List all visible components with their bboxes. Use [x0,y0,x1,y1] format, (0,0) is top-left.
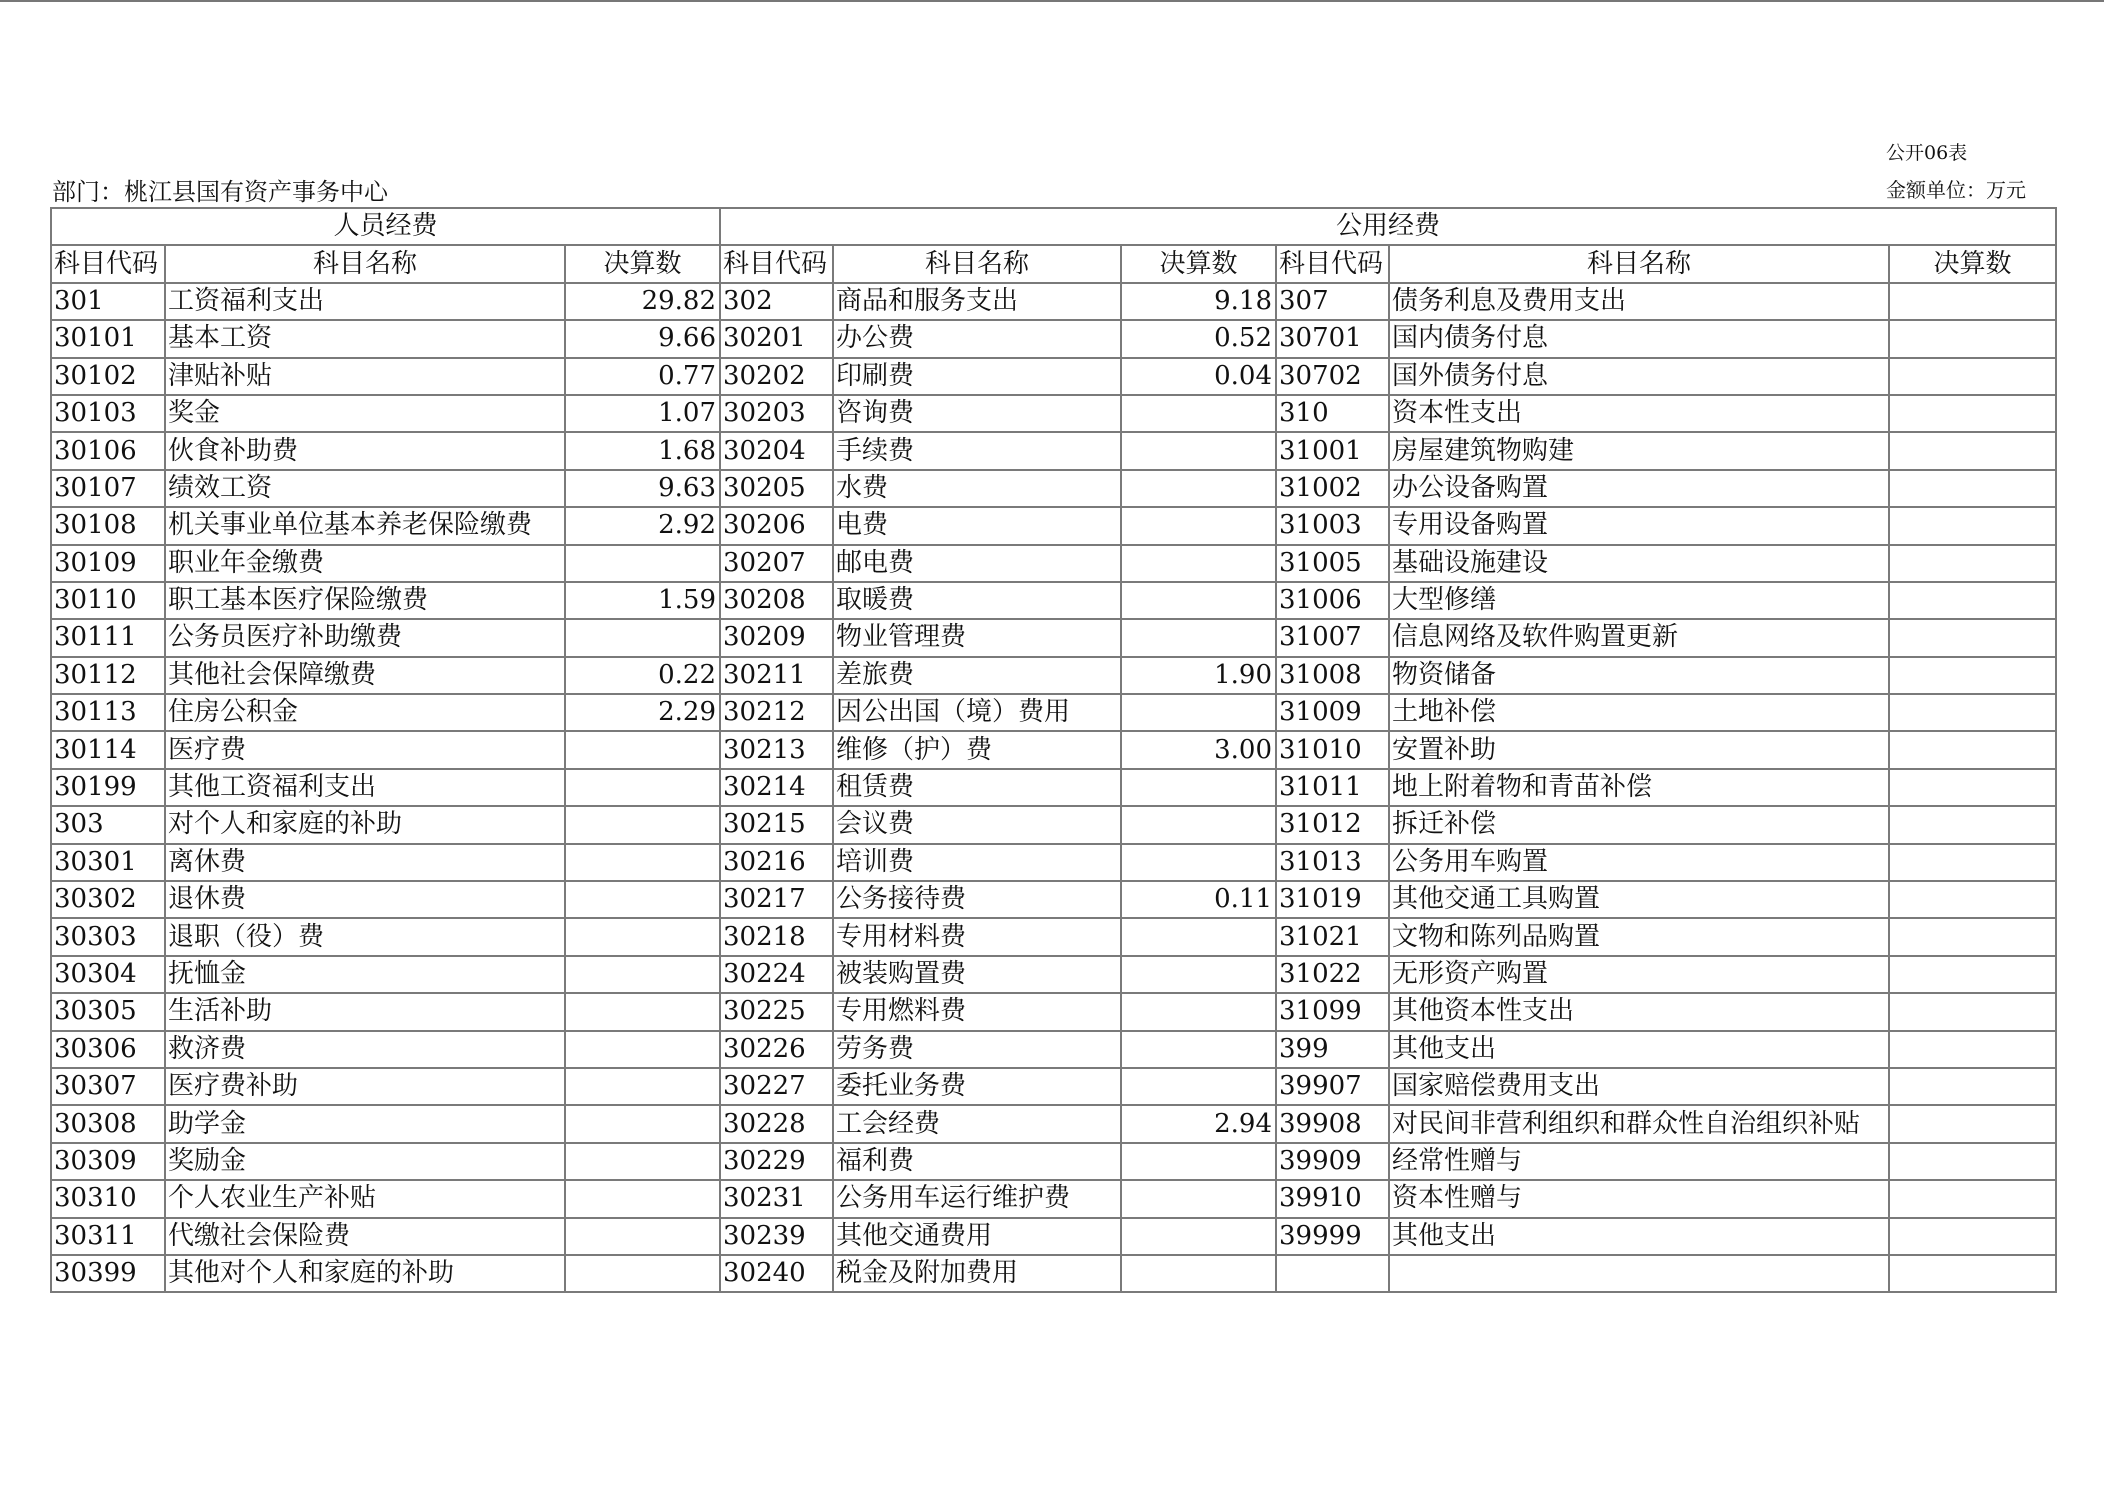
public-amount-cell [1121,1255,1276,1292]
other-amount-cell [1889,619,2056,656]
personnel-name-cell: 其他对个人和家庭的补助 [165,1255,565,1292]
personnel-name-cell: 职工基本医疗保险缴费 [165,582,565,619]
public-amount-cell: 9.18 [1121,283,1276,320]
public-code-cell: 30217 [720,881,833,918]
public-code-cell: 30225 [720,993,833,1030]
public-code-cell: 30240 [720,1255,833,1292]
personnel-amount-cell [565,1031,720,1068]
personnel-code-cell: 30303 [51,918,165,955]
personnel-name-cell: 生活补助 [165,993,565,1030]
personnel-code-cell: 30308 [51,1105,165,1142]
public-amount-cell [1121,694,1276,731]
personnel-code-cell: 30107 [51,470,165,507]
personnel-name-cell: 退休费 [165,881,565,918]
personnel-name-cell: 对个人和家庭的补助 [165,806,565,843]
table-row [51,1255,2056,1292]
other-name-cell: 文物和陈列品购置 [1389,918,1889,955]
public-name-cell: 办公费 [833,320,1121,357]
other-amount-cell [1889,1105,2056,1142]
other-amount-cell [1889,731,2056,768]
other-name-cell: 拆迁补偿 [1389,806,1889,843]
table-row [51,1218,2056,1255]
other-code-cell: 31011 [1276,769,1389,806]
personnel-name-cell: 其他工资福利支出 [165,769,565,806]
col-code-header: 科目代码 [51,245,165,282]
public-amount-cell [1121,582,1276,619]
other-code-cell: 31008 [1276,657,1389,694]
public-code-cell: 30209 [720,619,833,656]
other-name-cell: 公务用车购置 [1389,844,1889,881]
table-row [51,881,2056,918]
table-row [51,918,2056,955]
public-name-cell: 印刷费 [833,358,1121,395]
personnel-amount-cell [565,1105,720,1142]
personnel-code-cell: 30109 [51,545,165,582]
personnel-name-cell: 其他社会保障缴费 [165,657,565,694]
public-amount-cell [1121,1068,1276,1105]
public-name-cell: 商品和服务支出 [833,283,1121,320]
other-code-cell: 310 [1276,395,1389,432]
other-amount-cell [1889,806,2056,843]
other-name-cell: 安置补助 [1389,731,1889,768]
col-code-header: 科目代码 [720,245,833,282]
other-amount-cell [1889,470,2056,507]
personnel-name-cell: 奖金 [165,395,565,432]
public-amount-cell [1121,1218,1276,1255]
personnel-amount-cell [565,545,720,582]
col-name-header: 科目名称 [833,245,1121,282]
personnel-amount-cell: 1.59 [565,582,720,619]
table-body [51,283,2056,1293]
public-name-cell: 电费 [833,507,1121,544]
personnel-amount-cell [565,1068,720,1105]
table-row [51,1031,2056,1068]
other-amount-cell [1889,1143,2056,1180]
other-name-cell: 国内债务付息 [1389,320,1889,357]
col-amount-header: 决算数 [1889,245,2056,282]
public-code-cell: 30226 [720,1031,833,1068]
personnel-amount-cell [565,806,720,843]
public-name-cell: 公务接待费 [833,881,1121,918]
public-name-cell: 手续费 [833,432,1121,469]
public-amount-cell [1121,806,1276,843]
personnel-amount-cell [565,881,720,918]
other-name-cell: 对民间非营利组织和群众性自治组织补贴 [1389,1105,1889,1142]
col-name-header: 科目名称 [1389,245,1889,282]
other-name-cell: 土地补偿 [1389,694,1889,731]
public-amount-cell [1121,470,1276,507]
public-code-cell: 30218 [720,918,833,955]
public-code-cell: 30206 [720,507,833,544]
public-amount-cell [1121,507,1276,544]
amount-unit-label: 金额单位：万元 [1886,178,2026,202]
other-code-cell: 31021 [1276,918,1389,955]
other-amount-cell [1889,769,2056,806]
table-row [51,582,2056,619]
department-label: 部门：桃江县国有资产事务中心 [52,178,388,206]
other-name-cell: 无形资产购置 [1389,956,1889,993]
other-name-cell: 信息网络及软件购置更新 [1389,619,1889,656]
public-name-cell: 专用燃料费 [833,993,1121,1030]
other-name-cell: 经常性赠与 [1389,1143,1889,1180]
public-amount-cell [1121,918,1276,955]
col-name-header: 科目名称 [165,245,565,282]
other-name-cell: 国家赔偿费用支出 [1389,1068,1889,1105]
personnel-name-cell: 代缴社会保险费 [165,1218,565,1255]
personnel-code-cell: 30306 [51,1031,165,1068]
public-name-cell: 物业管理费 [833,619,1121,656]
public-amount-cell: 1.90 [1121,657,1276,694]
public-amount-cell [1121,395,1276,432]
public-code-cell: 30227 [720,1068,833,1105]
group-personnel-header: 人员经费 [51,208,720,245]
other-code-cell [1276,1255,1389,1292]
other-code-cell: 39908 [1276,1105,1389,1142]
public-name-cell: 工会经费 [833,1105,1121,1142]
public-amount-cell [1121,1180,1276,1217]
other-code-cell: 31009 [1276,694,1389,731]
other-amount-cell [1889,657,2056,694]
personnel-code-cell: 30101 [51,320,165,357]
public-amount-cell [1121,432,1276,469]
personnel-name-cell: 离休费 [165,844,565,881]
personnel-code-cell: 30106 [51,432,165,469]
other-code-cell: 31019 [1276,881,1389,918]
personnel-code-cell: 30302 [51,881,165,918]
public-code-cell: 30239 [720,1218,833,1255]
public-name-cell: 其他交通费用 [833,1218,1121,1255]
column-header-row [51,245,2056,282]
personnel-amount-cell [565,1255,720,1292]
public-name-cell: 因公出国（境）费用 [833,694,1121,731]
personnel-code-cell: 301 [51,283,165,320]
other-code-cell: 307 [1276,283,1389,320]
personnel-amount-cell: 0.22 [565,657,720,694]
public-code-cell: 30207 [720,545,833,582]
personnel-code-cell: 303 [51,806,165,843]
personnel-name-cell: 退职（役）费 [165,918,565,955]
other-amount-cell [1889,395,2056,432]
other-amount-cell [1889,956,2056,993]
other-code-cell: 30702 [1276,358,1389,395]
table-row [51,1143,2056,1180]
public-name-cell: 专用材料费 [833,918,1121,955]
table-row [51,507,2056,544]
personnel-code-cell: 30199 [51,769,165,806]
table-row [51,432,2056,469]
other-code-cell: 39999 [1276,1218,1389,1255]
other-code-cell: 399 [1276,1031,1389,1068]
public-code-cell: 30213 [720,731,833,768]
col-amount-header: 决算数 [565,245,720,282]
personnel-amount-cell: 2.29 [565,694,720,731]
other-name-cell: 资本性支出 [1389,395,1889,432]
personnel-code-cell: 30309 [51,1143,165,1180]
public-name-cell: 委托业务费 [833,1068,1121,1105]
personnel-amount-cell: 1.68 [565,432,720,469]
group-public-header: 公用经费 [720,208,2056,245]
other-name-cell: 其他支出 [1389,1218,1889,1255]
other-code-cell: 31022 [1276,956,1389,993]
personnel-name-cell: 救济费 [165,1031,565,1068]
table-row [51,657,2056,694]
table-row [51,993,2056,1030]
public-amount-cell [1121,1031,1276,1068]
table-row [51,320,2056,357]
other-name-cell: 其他资本性支出 [1389,993,1889,1030]
personnel-amount-cell: 2.92 [565,507,720,544]
personnel-amount-cell [565,956,720,993]
other-name-cell: 房屋建筑物购建 [1389,432,1889,469]
personnel-code-cell: 30311 [51,1218,165,1255]
other-name-cell: 地上附着物和青苗补偿 [1389,769,1889,806]
public-name-cell: 水费 [833,470,1121,507]
personnel-name-cell: 医疗费补助 [165,1068,565,1105]
table-row [51,470,2056,507]
public-amount-cell [1121,1143,1276,1180]
other-code-cell: 31001 [1276,432,1389,469]
other-name-cell: 基础设施建设 [1389,545,1889,582]
public-amount-cell [1121,844,1276,881]
public-amount-cell: 0.11 [1121,881,1276,918]
other-code-cell: 39910 [1276,1180,1389,1217]
personnel-code-cell: 30305 [51,993,165,1030]
group-header-row [51,208,2056,245]
table-row [51,1068,2056,1105]
table-row [51,619,2056,656]
public-code-cell: 30208 [720,582,833,619]
personnel-code-cell: 30103 [51,395,165,432]
personnel-amount-cell: 0.77 [565,358,720,395]
public-code-cell: 30215 [720,806,833,843]
public-name-cell: 公务用车运行维护费 [833,1180,1121,1217]
personnel-code-cell: 30111 [51,619,165,656]
other-amount-cell [1889,1218,2056,1255]
public-code-cell: 30231 [720,1180,833,1217]
table-row [51,283,2056,320]
public-code-cell: 30201 [720,320,833,357]
form-number: 公开06表 [1886,142,1968,164]
personnel-amount-cell [565,1180,720,1217]
table-row [51,545,2056,582]
other-code-cell: 31010 [1276,731,1389,768]
personnel-name-cell: 住房公积金 [165,694,565,731]
public-code-cell: 30216 [720,844,833,881]
other-amount-cell [1889,1255,2056,1292]
public-code-cell: 30205 [720,470,833,507]
other-name-cell: 专用设备购置 [1389,507,1889,544]
personnel-name-cell: 机关事业单位基本养老保险缴费 [165,507,565,544]
public-name-cell: 会议费 [833,806,1121,843]
personnel-name-cell: 个人农业生产补贴 [165,1180,565,1217]
personnel-amount-cell [565,1143,720,1180]
personnel-code-cell: 30102 [51,358,165,395]
personnel-amount-cell [565,844,720,881]
other-name-cell: 其他支出 [1389,1031,1889,1068]
table-row [51,358,2056,395]
expenditure-table [50,207,2057,1293]
personnel-code-cell: 30114 [51,731,165,768]
public-amount-cell [1121,993,1276,1030]
personnel-code-cell: 30112 [51,657,165,694]
other-amount-cell [1889,844,2056,881]
public-name-cell: 福利费 [833,1143,1121,1180]
public-amount-cell [1121,545,1276,582]
public-code-cell: 30229 [720,1143,833,1180]
personnel-code-cell: 30113 [51,694,165,731]
public-code-cell: 30214 [720,769,833,806]
personnel-amount-cell: 29.82 [565,283,720,320]
other-code-cell: 31012 [1276,806,1389,843]
public-name-cell: 被装购置费 [833,956,1121,993]
table-row [51,395,2056,432]
other-amount-cell [1889,1068,2056,1105]
personnel-amount-cell [565,731,720,768]
other-code-cell: 31007 [1276,619,1389,656]
public-code-cell: 30212 [720,694,833,731]
other-code-cell: 31006 [1276,582,1389,619]
other-amount-cell [1889,283,2056,320]
public-amount-cell [1121,619,1276,656]
personnel-amount-cell [565,1218,720,1255]
other-name-cell: 物资储备 [1389,657,1889,694]
other-name-cell: 办公设备购置 [1389,470,1889,507]
public-name-cell: 税金及附加费用 [833,1255,1121,1292]
personnel-code-cell: 30110 [51,582,165,619]
other-amount-cell [1889,507,2056,544]
top-border-line [0,0,2104,2]
personnel-name-cell: 绩效工资 [165,470,565,507]
table-row [51,694,2056,731]
other-amount-cell [1889,1031,2056,1068]
public-name-cell: 租赁费 [833,769,1121,806]
public-amount-cell: 3.00 [1121,731,1276,768]
table-row [51,956,2056,993]
other-code-cell: 30701 [1276,320,1389,357]
public-amount-cell: 2.94 [1121,1105,1276,1142]
personnel-amount-cell [565,918,720,955]
other-code-cell: 31002 [1276,470,1389,507]
other-name-cell: 大型修缮 [1389,582,1889,619]
personnel-code-cell: 30108 [51,507,165,544]
public-code-cell: 30224 [720,956,833,993]
personnel-amount-cell: 9.63 [565,470,720,507]
other-amount-cell [1889,320,2056,357]
public-amount-cell [1121,956,1276,993]
table-row [51,844,2056,881]
public-amount-cell: 0.52 [1121,320,1276,357]
personnel-name-cell: 职业年金缴费 [165,545,565,582]
public-name-cell: 取暖费 [833,582,1121,619]
public-name-cell: 邮电费 [833,545,1121,582]
public-name-cell: 培训费 [833,844,1121,881]
other-amount-cell [1889,582,2056,619]
other-name-cell: 其他交通工具购置 [1389,881,1889,918]
personnel-name-cell: 助学金 [165,1105,565,1142]
other-amount-cell [1889,545,2056,582]
public-code-cell: 30204 [720,432,833,469]
personnel-name-cell: 基本工资 [165,320,565,357]
other-amount-cell [1889,918,2056,955]
other-name-cell: 资本性赠与 [1389,1180,1889,1217]
personnel-code-cell: 30307 [51,1068,165,1105]
public-name-cell: 咨询费 [833,395,1121,432]
public-code-cell: 30203 [720,395,833,432]
other-code-cell: 31005 [1276,545,1389,582]
other-amount-cell [1889,993,2056,1030]
other-code-cell: 31099 [1276,993,1389,1030]
table-row [51,769,2056,806]
public-name-cell: 劳务费 [833,1031,1121,1068]
col-code-header: 科目代码 [1276,245,1389,282]
personnel-code-cell: 30301 [51,844,165,881]
personnel-code-cell: 30310 [51,1180,165,1217]
table-row [51,1105,2056,1142]
personnel-name-cell: 抚恤金 [165,956,565,993]
personnel-code-cell: 30399 [51,1255,165,1292]
personnel-name-cell: 奖励金 [165,1143,565,1180]
table-row [51,731,2056,768]
personnel-name-cell: 公务员医疗补助缴费 [165,619,565,656]
personnel-name-cell: 津贴补贴 [165,358,565,395]
personnel-name-cell: 伙食补助费 [165,432,565,469]
table-row [51,1180,2056,1217]
other-code-cell: 31013 [1276,844,1389,881]
personnel-name-cell: 医疗费 [165,731,565,768]
other-code-cell: 31003 [1276,507,1389,544]
other-name-cell: 债务利息及费用支出 [1389,283,1889,320]
public-amount-cell [1121,769,1276,806]
other-name-cell [1389,1255,1889,1292]
public-name-cell: 维修（护）费 [833,731,1121,768]
personnel-amount-cell [565,769,720,806]
public-code-cell: 30211 [720,657,833,694]
public-code-cell: 30202 [720,358,833,395]
personnel-code-cell: 30304 [51,956,165,993]
personnel-amount-cell: 9.66 [565,320,720,357]
other-amount-cell [1889,358,2056,395]
public-code-cell: 302 [720,283,833,320]
other-amount-cell [1889,1180,2056,1217]
other-amount-cell [1889,694,2056,731]
personnel-amount-cell [565,619,720,656]
table-row [51,806,2056,843]
public-name-cell: 差旅费 [833,657,1121,694]
public-amount-cell: 0.04 [1121,358,1276,395]
other-amount-cell [1889,881,2056,918]
personnel-amount-cell: 1.07 [565,395,720,432]
other-code-cell: 39909 [1276,1143,1389,1180]
other-code-cell: 39907 [1276,1068,1389,1105]
other-amount-cell [1889,432,2056,469]
other-name-cell: 国外债务付息 [1389,358,1889,395]
col-amount-header: 决算数 [1121,245,1276,282]
personnel-name-cell: 工资福利支出 [165,283,565,320]
public-code-cell: 30228 [720,1105,833,1142]
personnel-amount-cell [565,993,720,1030]
